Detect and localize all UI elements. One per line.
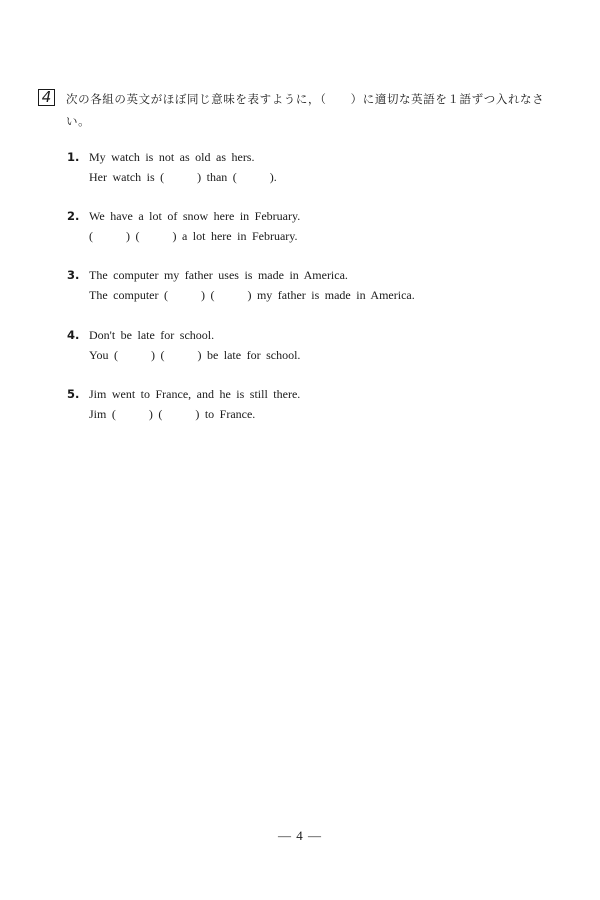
exercise-sentence-text: My watch is not as old as hers. bbox=[89, 150, 255, 164]
exercise-sentence-text: Don't be late for school. bbox=[89, 328, 215, 342]
exercise-sentence-original bbox=[67, 265, 547, 285]
exercise-sentence-original bbox=[67, 325, 547, 345]
exercise-sentence-text: The computer my father uses is made in America. bbox=[89, 268, 348, 282]
exercise-sentence-text: We have a lot of snow here in February. bbox=[89, 209, 301, 223]
exercise-sentence-original bbox=[67, 384, 547, 404]
exercise-item-1 bbox=[67, 147, 547, 187]
exercise-number: 1. bbox=[67, 150, 80, 164]
question-instruction: 次の各組の英文がほぼ同じ意味を表すように，（ ）に適切な英語を１語ずつ入れなさい。 bbox=[66, 92, 545, 128]
exercise-sentence-blank: Jim ( ) ( ) to France. bbox=[89, 407, 256, 421]
exercise-sentence-blank: ( ) ( ) a lot here in February. bbox=[89, 229, 298, 243]
exercise-number: 2. bbox=[67, 209, 80, 223]
page-number: — 4 — bbox=[278, 828, 322, 843]
exercise-item-2 bbox=[67, 206, 547, 246]
exercise-sentence-original bbox=[67, 206, 547, 226]
exercise-item-5 bbox=[67, 384, 547, 424]
exercise-sentence-blank: You ( ) ( ) be late for school. bbox=[89, 348, 301, 362]
exercise-sentence-blank: The computer ( ) ( ) my father is made in America. bbox=[89, 288, 415, 302]
exercise-sentence-blank: Her watch is ( ) than ( ). bbox=[89, 170, 277, 184]
exercise-number: 5. bbox=[67, 387, 80, 401]
exercise-sentence-original bbox=[67, 147, 547, 167]
question-number-box: 4 bbox=[38, 89, 55, 106]
exercise-number: 4. bbox=[67, 328, 80, 342]
exercise-sentence-text: Jim went to France, and he is still there. bbox=[89, 387, 301, 401]
exercise-item-3 bbox=[67, 265, 547, 305]
exercise-item-4 bbox=[67, 325, 547, 365]
exercise-number: 3. bbox=[67, 268, 80, 282]
